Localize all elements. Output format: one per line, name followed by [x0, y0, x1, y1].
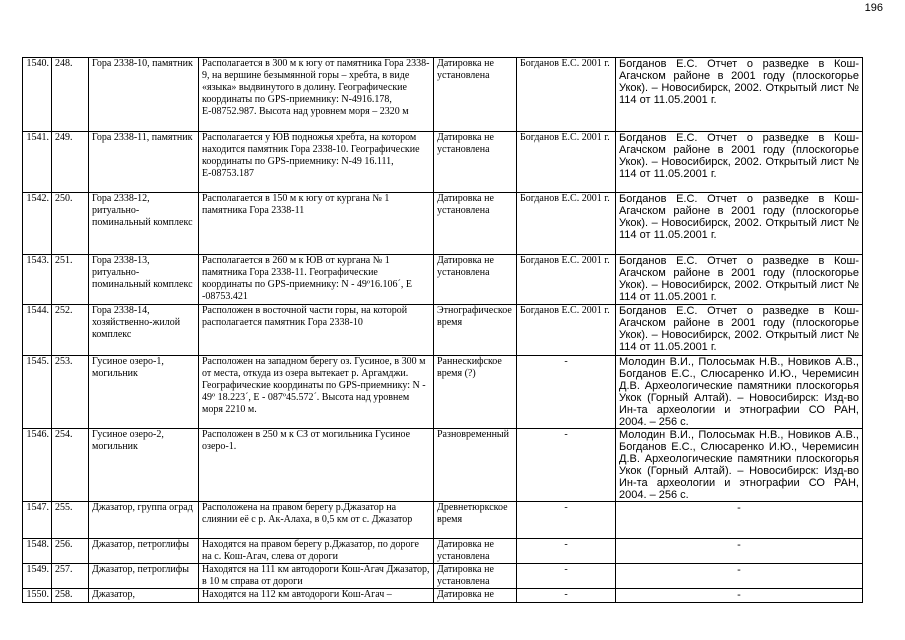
- literature-cell: Молодин В.И., Полосьмак Н.В., Новиков А.В., Богданов Е.С., Слюсаренко И.Ю., Черемисин Д.В. Археологические памятники плоскогорья Укок (Горный Алтай). – Новосибирск: Изд-во Ин-та археологии и этнографии СО РАН, 2004. – 256 с.: [616, 429, 863, 502]
- literature-cell: Богданов Е.С. Отчет о разведке в Кош-Агачском районе в 2001 году (плоскогорье Укок). – Новосибирск, 2002. Открытый лист № 114 от 11.05.2001 г.: [616, 193, 863, 255]
- page-number: 196: [864, 2, 883, 14]
- monument-name-cell: Джазатор, петроглифы: [89, 539, 199, 564]
- table-row: [23, 58, 863, 132]
- table-row: [23, 429, 863, 502]
- researcher-cell: Богданов Е.С. 2001 г.: [517, 255, 616, 305]
- monument-location-cell: Располагается у ЮВ подножья хребта, на котором находится памятник Гора 2338-10. Географические координаты по GPS-приемнику: N-49 16.111, Е-08753.187: [199, 132, 434, 193]
- monument-dating-cell: Датировка не: [434, 589, 517, 603]
- monument-location-cell: Расположен в 250 м к СЗ от могильника Гусиное озеро-1.: [199, 429, 434, 502]
- monument-location-cell: Расположен в восточной части горы, на которой располагается памятник Гора 2338-10: [199, 305, 434, 356]
- literature-cell: Молодин В.И., Полосьмак Н.В., Новиков А.В., Богданов Е.С., Слюсаренко И.Ю., Черемисин Д.В. Археологические памятники плоскогорья Укок (Горный Алтай). – Новосибирск: Изд-во Ин-та археологии и этнографии СО РАН, 2004. – 256 с.: [616, 356, 863, 429]
- monument-location-cell: Находятся на 111 км автодороги Кош-Агач Джазатор, в 10 м справа от дороги: [199, 564, 434, 589]
- row-number-cell: 1548.: [23, 539, 52, 564]
- monument-name-cell: Джазатор, петроглифы: [89, 564, 199, 589]
- monument-name-cell: Гора 2338-10, памятник: [89, 58, 199, 132]
- row-number-cell: 1541.: [23, 132, 52, 193]
- row-number-cell: 1549.: [23, 564, 52, 589]
- row-number-cell: 1547.: [23, 502, 52, 539]
- table-row: [23, 502, 863, 539]
- monument-name-cell: Джазатор,: [89, 589, 199, 603]
- monument-dating-cell: Датировка не установлена: [434, 539, 517, 564]
- monument-dating-cell: Датировка не установлена: [434, 255, 517, 305]
- section-number-cell: 254.: [52, 429, 89, 502]
- monument-dating-cell: Раннескифское время (?): [434, 356, 517, 429]
- monument-location-cell: Находятся на 112 км автодороги Кош-Агач –: [199, 589, 434, 603]
- researcher-cell: -: [517, 356, 616, 429]
- monument-name-cell: Гора 2338-11, памятник: [89, 132, 199, 193]
- monument-dating-cell: Датировка не установлена: [434, 58, 517, 132]
- table-row: [23, 305, 863, 356]
- researcher-cell: -: [517, 589, 616, 603]
- row-number-cell: 1545.: [23, 356, 52, 429]
- monument-name-cell: Джазатор, группа оград: [89, 502, 199, 539]
- section-number-cell: 249.: [52, 132, 89, 193]
- monument-name-cell: Гора 2338-12, ритуально-поминальный комплекс: [89, 193, 199, 255]
- row-number-cell: 1540.: [23, 58, 52, 132]
- literature-cell: -: [616, 539, 863, 564]
- table-row: [23, 539, 863, 564]
- section-number-cell: 251.: [52, 255, 89, 305]
- section-number-cell: 257.: [52, 564, 89, 589]
- literature-cell: Богданов Е.С. Отчет о разведке в Кош-Агачском районе в 2001 году (плоскогорье Укок). – Новосибирск, 2002. Открытый лист № 114 от 11.05.2001 г.: [616, 58, 863, 132]
- row-number-cell: 1550.: [23, 589, 52, 603]
- literature-cell: Богданов Е.С. Отчет о разведке в Кош-Агачском районе в 2001 году (плоскогорье Укок). – Новосибирск, 2002. Открытый лист № 114 от 11.05.2001 г.: [616, 132, 863, 193]
- literature-cell: -: [616, 564, 863, 589]
- researcher-cell: Богданов Е.С. 2001 г.: [517, 305, 616, 356]
- monument-location-cell: Располагается в 260 м к ЮВ от кургана № 1 памятника Гора 2338-11. Географические координаты по GPS-приемнику: N - 49º16.106´, Е -08753.421: [199, 255, 434, 305]
- section-number-cell: 255.: [52, 502, 89, 539]
- section-number-cell: 248.: [52, 58, 89, 132]
- monument-location-cell: Находятся на правом берегу р.Джазатор, по дороге на с. Кош-Агач, слева от дороги: [199, 539, 434, 564]
- monument-location-cell: Располагается в 150 м к югу от кургана № 1 памятника Гора 2338-11: [199, 193, 434, 255]
- row-number-cell: 1544.: [23, 305, 52, 356]
- monument-dating-cell: Разновременный: [434, 429, 517, 502]
- monument-name-cell: Гора 2338-14, хозяйственно-жилой комплекс: [89, 305, 199, 356]
- researcher-cell: -: [517, 539, 616, 564]
- section-number-cell: 250.: [52, 193, 89, 255]
- row-number-cell: 1542.: [23, 193, 52, 255]
- literature-cell: -: [616, 502, 863, 539]
- table-row: [23, 255, 863, 305]
- section-number-cell: 253.: [52, 356, 89, 429]
- table-row: [23, 356, 863, 429]
- table-row: [23, 564, 863, 589]
- literature-cell: Богданов Е.С. Отчет о разведке в Кош-Агачском районе в 2001 году (плоскогорье Укок). – Новосибирск, 2002. Открытый лист № 114 от 11.05.2001 г.: [616, 255, 863, 305]
- monument-dating-cell: Датировка не установлена: [434, 564, 517, 589]
- literature-cell: Богданов Е.С. Отчет о разведке в Кош-Агачском районе в 2001 году (плоскогорье Укок). – Новосибирск, 2002. Открытый лист № 114 от 11.05.2001 г.: [616, 305, 863, 356]
- researcher-cell: Богданов Е.С. 2001 г.: [517, 193, 616, 255]
- monument-name-cell: Гусиное озеро-1, могильник: [89, 356, 199, 429]
- section-number-cell: 252.: [52, 305, 89, 356]
- row-number-cell: 1546.: [23, 429, 52, 502]
- researcher-cell: -: [517, 564, 616, 589]
- researcher-cell: -: [517, 429, 616, 502]
- monument-name-cell: Гусиное озеро-2, могильник: [89, 429, 199, 502]
- literature-cell: -: [616, 589, 863, 603]
- researcher-cell: Богданов Е.С. 2001 г.: [517, 58, 616, 132]
- monument-dating-cell: Датировка не установлена: [434, 132, 517, 193]
- monument-dating-cell: Датировка не установлена: [434, 193, 517, 255]
- section-number-cell: 258.: [52, 589, 89, 603]
- row-number-cell: 1543.: [23, 255, 52, 305]
- monument-location-cell: Расположена на правом берегу р.Джазатор на слиянии её с р. Ак-Алаха, в 0,5 км от с. Джазатор: [199, 502, 434, 539]
- monument-name-cell: Гора 2338-13, ритуально-поминальный комплекс: [89, 255, 199, 305]
- monument-location-cell: Располагается в 300 м к югу от памятника Гора 2338-9, на вершине безымянной горы – хребта, в виде «языка» выдвинутого в долину. Географические координаты по GPS-приемнику: N-4916.178, Е-08752.987. Высота над уровнем моря – 2320 м: [199, 58, 434, 132]
- table-row: [23, 193, 863, 255]
- monument-location-cell: Расположен на западном берегу оз. Гусиное, в 300 м от места, откуда из озера вытекает р. Аргамджи. Географические координаты по GPS-приемнику: N - 49º 18.223´, Е - 087º45.572´. Высота над уровнем моря 2210 м.: [199, 356, 434, 429]
- researcher-cell: Богданов Е.С. 2001 г.: [517, 132, 616, 193]
- monument-dating-cell: Древнетюркское время: [434, 502, 517, 539]
- monument-dating-cell: Этнографическое время: [434, 305, 517, 356]
- table-row: [23, 132, 863, 193]
- section-number-cell: 256.: [52, 539, 89, 564]
- researcher-cell: -: [517, 502, 616, 539]
- monuments-table: [22, 57, 863, 603]
- table-row: [23, 589, 863, 603]
